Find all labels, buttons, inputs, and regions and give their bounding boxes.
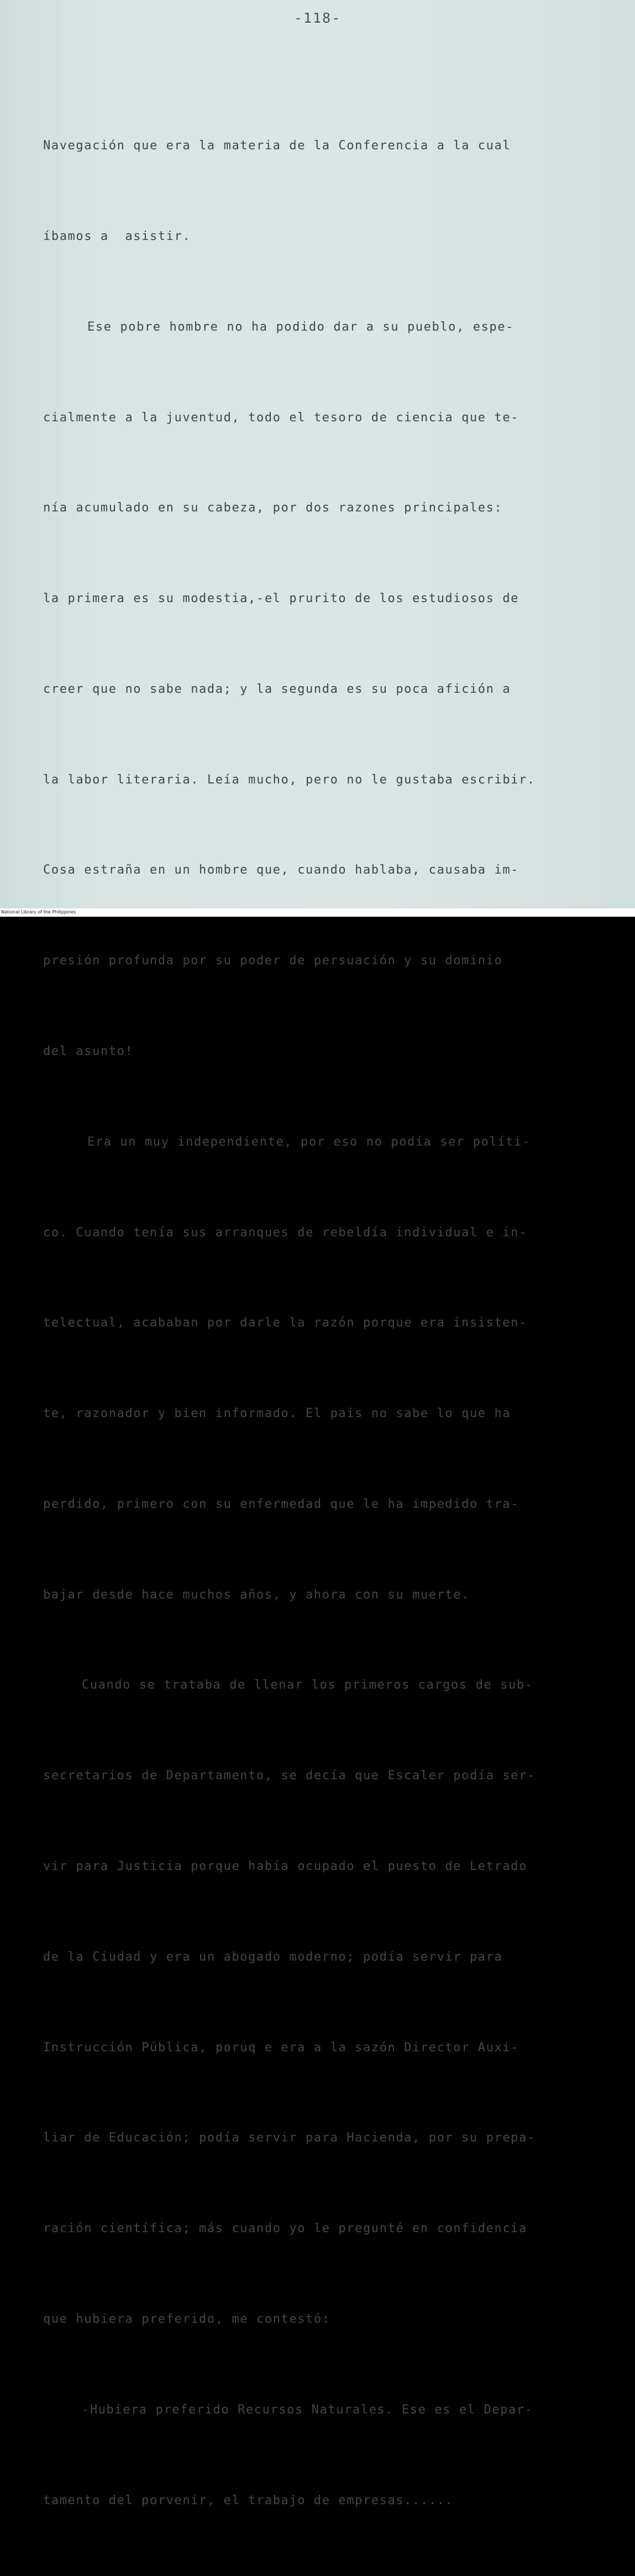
text-line-22: Instrucción Pública, poruq e era a la sazón Director Auxi- bbox=[43, 2040, 519, 2055]
text-line-16: perdido, primero con su enfermedad que le ha impedido tra- bbox=[43, 1497, 519, 1511]
text-line-19: secretarios de Departamento, se decía que Escaler podía ser- bbox=[43, 1769, 536, 1783]
text-line-5: nía acumulado en su cabeza, por dos razones principales: bbox=[43, 501, 503, 515]
text-line-2: íbamos a asistir. bbox=[43, 229, 191, 243]
text-line-10: presión profunda por su poder de persuación y su dominio bbox=[43, 954, 503, 968]
text-line-1: Navegación que era la materia de la Conferencia a la cual bbox=[43, 139, 511, 153]
page-number: -118- bbox=[293, 10, 342, 26]
text-line-4: cialmente a la juventud, todo el tesoro de ciencia que te- bbox=[43, 410, 519, 425]
footer-credit: National Library of the Philippines bbox=[1, 910, 76, 915]
text-line-24: ración científica; más cuando yo le pregunté en confidencia bbox=[43, 2222, 527, 2236]
text-line-7: creer que no sabe nada; y la segunda es su poca afición a bbox=[43, 682, 511, 696]
text-line-27: tamento del porvenir, el trabajo de empresas...... bbox=[43, 2493, 454, 2507]
text-line-17: bajar desde hace muchos años, y ahora con su muerte. bbox=[43, 1587, 470, 1602]
text-line-9: Cosa estraña en un hombre que, cuando hablaba, causaba im- bbox=[43, 863, 519, 877]
text-line-20: vir para Justicia porque había ocupado el puesto de Letrado bbox=[43, 1859, 527, 1874]
text-line-26: -Hubiera preferido Recursos Naturales. Ese es el Depar- bbox=[82, 2402, 533, 2417]
text-line-6: la primera es su modestia,-el prurito de los estudiosos de bbox=[43, 592, 519, 606]
text-line-8: la labor literaria. Leía mucho, pero no le gustaba escribir. bbox=[43, 772, 536, 787]
text-line-11: del asunto! bbox=[43, 1044, 134, 1058]
text-line-12: Era un muy independiente, por eso no podía ser políti- bbox=[87, 1135, 531, 1149]
text-line-15: te, razonador y bien informado. El pais no sabe lo que ha bbox=[43, 1407, 511, 1421]
text-line-13: co. Cuando tenía sus arranques de rebeldía individual e in- bbox=[43, 1225, 527, 1240]
text-line-23: liar de Educación; podía servir para Hacienda, por su prepa- bbox=[43, 2131, 536, 2145]
body-text bbox=[43, 71, 596, 2576]
text-line-21: de la Ciudad y era un abogado moderno; podía servir para bbox=[43, 1950, 503, 1964]
text-line-3: Ese pobre hombre no ha podido dar a su pueblo, espe- bbox=[87, 320, 514, 334]
text-line-18: Cuando se trataba de llenar los primeros cargos de sub- bbox=[82, 1678, 533, 1692]
footer-strip bbox=[0, 908, 635, 917]
text-line-25: que hubiera preferido, me contestó: bbox=[43, 2312, 330, 2326]
text-line-14: telectual, acababan por darle la razón porque era insisten- bbox=[43, 1316, 527, 1330]
